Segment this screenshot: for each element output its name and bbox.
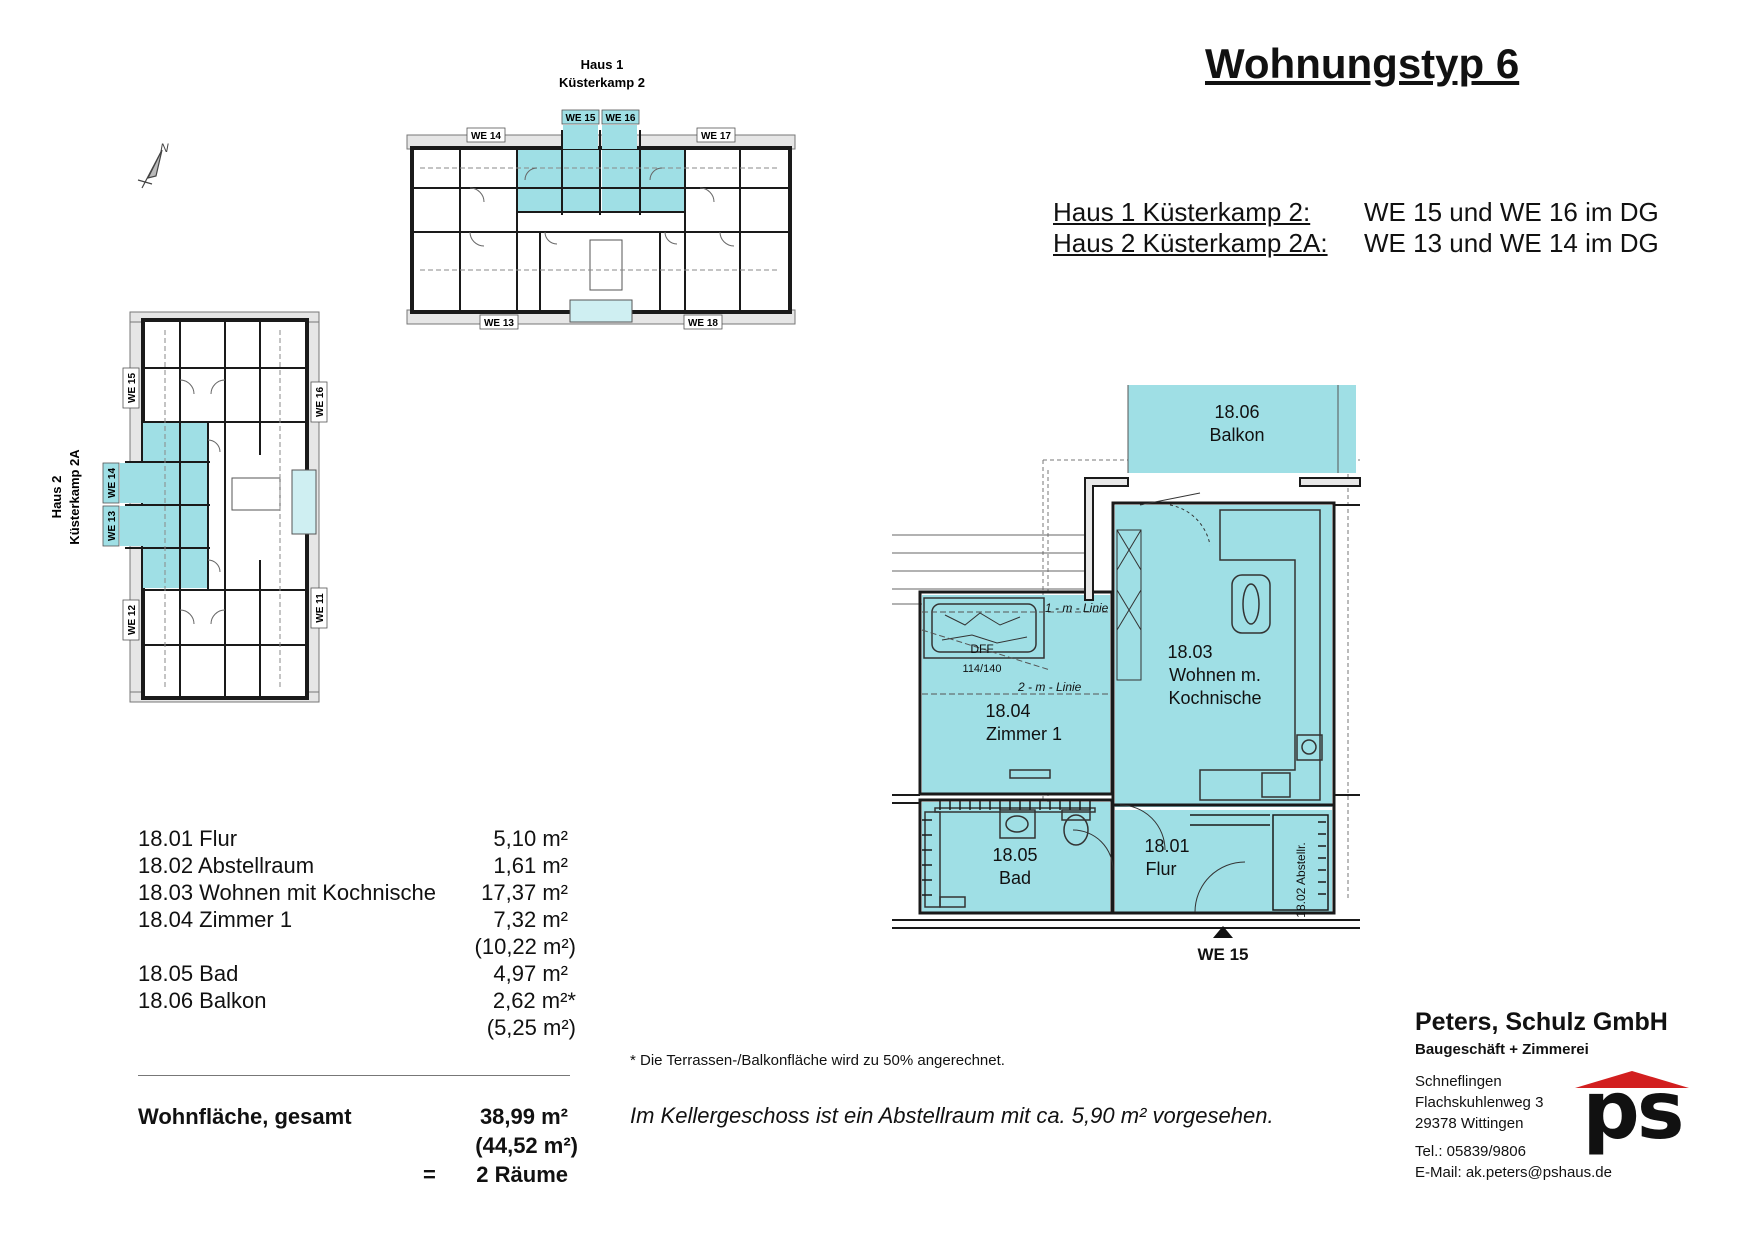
site-1-unit-we15-fill xyxy=(517,150,599,212)
room-row xyxy=(138,853,568,880)
total-rooms: 2 Räume xyxy=(476,1162,568,1187)
assignment-row-1-units xyxy=(1364,197,1659,228)
site-1-label-we17: WE 17 xyxy=(700,131,732,142)
site-2-label-we11: WE 11 xyxy=(315,593,326,623)
bath-number: 18.05 xyxy=(992,845,1038,865)
line-2m-label: 2 - m - Linie xyxy=(1018,680,1082,694)
cellar-note: Im Kellergeschoss ist ein Abstellraum mit ca. 5,90 m² vorgesehen. xyxy=(630,1103,1274,1128)
hall-number: 18.01 xyxy=(1144,836,1190,856)
site-2-label-we15: WE 15 xyxy=(127,372,138,404)
site-plan-haus-2 xyxy=(49,312,327,702)
page-title: Wohnungstyp 6 xyxy=(1205,40,1520,87)
assignment-1-units: WE 15 und WE 16 im DG xyxy=(1364,197,1659,227)
unit-plan xyxy=(892,385,1360,964)
site-2-label-we16: WE 16 xyxy=(315,386,326,418)
room-area: 17,37 m² xyxy=(481,880,568,905)
company-address-2: Flachskuhlenweg 3 xyxy=(1415,1094,1544,1111)
room-name: 18.06 Balkon xyxy=(138,988,267,1013)
living-number: 18.03 xyxy=(1167,642,1213,662)
room-name: 18.03 Wohnen mit Kochnische xyxy=(138,880,436,905)
site-2-label-we13: WE 13 xyxy=(107,510,118,542)
total-label: Wohnfläche, gesamt xyxy=(138,1104,352,1129)
balcony-name: Balkon xyxy=(1209,425,1265,445)
window-code: DFF xyxy=(970,642,994,656)
company-address-1: Schneflingen xyxy=(1415,1073,1502,1090)
site-1-label-we14: WE 14 xyxy=(470,131,502,142)
room-name: 18.02 Abstellraum xyxy=(138,853,315,878)
living-name-2: Kochnische xyxy=(1168,688,1262,708)
site-1-label-we16: WE 16 xyxy=(605,113,636,124)
room-name: 18.05 Bad xyxy=(138,961,239,986)
room-row xyxy=(138,988,576,1015)
company-name: Peters, Schulz GmbH xyxy=(1415,1008,1668,1036)
living-name-1: Wohnen m. xyxy=(1169,665,1261,685)
site-1-label-we18: WE 18 xyxy=(687,318,719,329)
site-1-label-we13: WE 13 xyxy=(483,318,515,329)
room-1-name: Zimmer 1 xyxy=(986,724,1062,744)
room-area: 1,61 m² xyxy=(493,853,568,878)
site-plan-1-title-1: Haus 1 xyxy=(580,57,624,72)
company-email: E-Mail: ak.peters@pshaus.de xyxy=(1415,1164,1612,1181)
total-area xyxy=(138,1104,578,1191)
room-row xyxy=(138,880,568,907)
company-phone: Tel.: 05839/9806 xyxy=(1415,1143,1526,1160)
site-1-label-we15: WE 15 xyxy=(565,113,596,124)
site-plan-haus-1 xyxy=(407,57,795,329)
bath-name: Bad xyxy=(998,868,1032,888)
room-area: (5,25 m²) xyxy=(486,1015,576,1040)
total-area-alt: (44,52 m²) xyxy=(475,1133,578,1158)
balcony-number: 18.06 xyxy=(1214,402,1260,422)
assignment-1-house: Haus 1 Küsterkamp 2: xyxy=(1053,197,1311,227)
window-size: 114/140 xyxy=(962,663,1002,675)
site-plan-1-title-2: Küsterkamp 2 xyxy=(559,75,645,90)
entrance-label: WE 15 xyxy=(1197,945,1249,964)
total-equals: = xyxy=(423,1162,436,1187)
room-area: 2,62 m²* xyxy=(492,988,576,1013)
company-logo-text: ps xyxy=(1582,1064,1682,1157)
room-name: 18.01 Flur xyxy=(138,826,238,851)
divider xyxy=(138,1075,570,1076)
site-1-unit-we16-fill xyxy=(602,150,684,212)
room-row xyxy=(138,907,568,934)
line-1m-label: 1 - m - Linie xyxy=(1045,601,1109,615)
hall-name: Flur xyxy=(1145,859,1177,879)
room-area: 7,32 m² xyxy=(493,907,568,932)
room-1-number: 18.04 xyxy=(985,701,1031,721)
room-row xyxy=(138,1015,576,1042)
company-subtitle: Baugeschäft + Zimmerei xyxy=(1415,1041,1589,1058)
footnote: * Die Terrassen-/Balkonfläche wird zu 50% angerechnet. xyxy=(630,1052,1005,1069)
room-area-list xyxy=(138,826,576,1042)
north-label: N xyxy=(160,141,169,155)
living-room-fill xyxy=(1115,505,1332,807)
assignment-row-2 xyxy=(1053,228,1328,259)
site-2-label-we12: WE 12 xyxy=(127,604,138,636)
storage-label: 18.02 Abstellr. xyxy=(1294,842,1308,918)
company-logo xyxy=(1575,1064,1689,1157)
room-row xyxy=(138,961,568,988)
site-2-label-we14: WE 14 xyxy=(107,467,118,499)
room-1-fill xyxy=(922,595,1110,795)
north-arrow-icon xyxy=(138,141,169,188)
assignment-row-1 xyxy=(1053,197,1310,228)
site-plan-2-title-1: Haus 2 xyxy=(49,475,64,519)
site-plan-2-title-2: Küsterkamp 2A xyxy=(67,449,82,545)
room-area: (10,22 m²) xyxy=(474,934,576,959)
company-address-3: 29378 Wittingen xyxy=(1415,1115,1524,1132)
room-row xyxy=(138,826,568,853)
room-row xyxy=(138,934,576,961)
room-name: 18.04 Zimmer 1 xyxy=(138,907,293,932)
room-area: 4,97 m² xyxy=(493,961,568,986)
room-area: 5,10 m² xyxy=(493,826,568,851)
assignment-2-units: WE 13 und WE 14 im DG xyxy=(1364,228,1659,258)
assignment-2-house: Haus 2 Küsterkamp 2A: xyxy=(1053,228,1328,258)
total-area-value: 38,99 m² xyxy=(479,1104,568,1129)
assignment-row-2-units xyxy=(1364,228,1659,259)
